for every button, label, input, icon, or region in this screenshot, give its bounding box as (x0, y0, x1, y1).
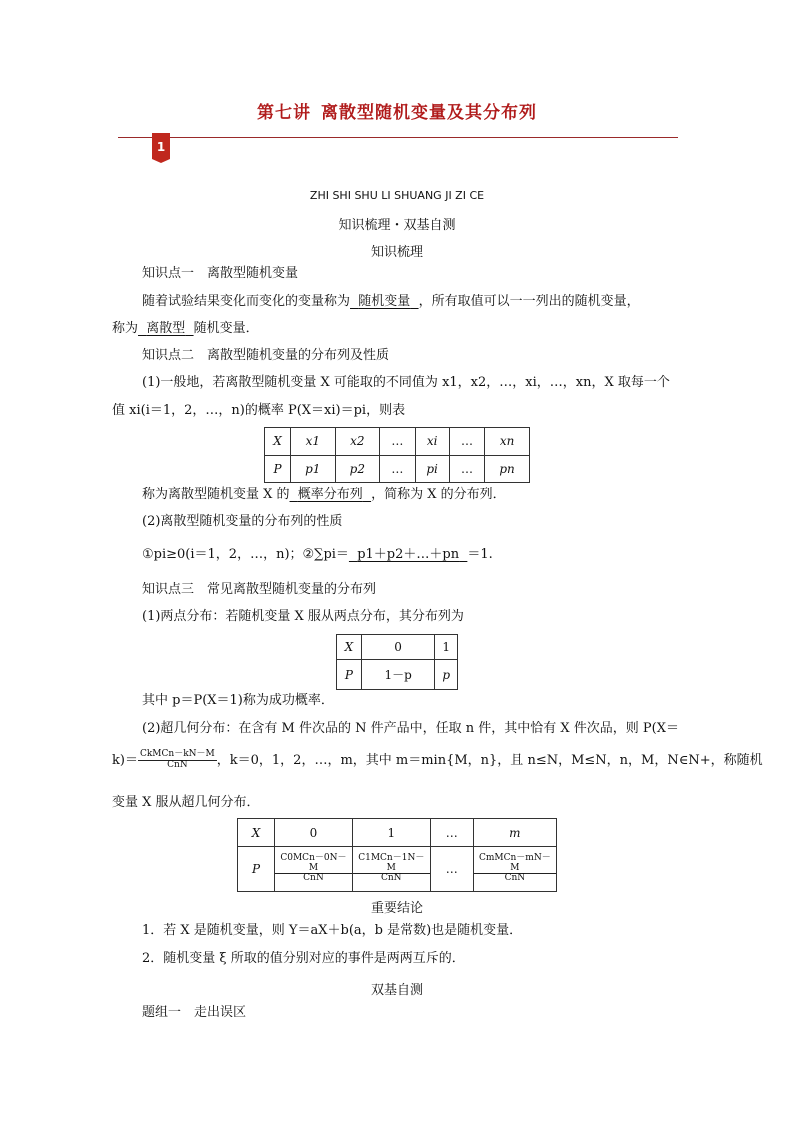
table-cell: … (380, 455, 415, 483)
fraction-denominator: CnN (167, 759, 188, 770)
table-row (337, 660, 458, 690)
distribution-table (264, 427, 530, 483)
k3-hyper-2a: k)＝ (112, 752, 138, 768)
k2-prop (142, 548, 493, 561)
table-cell: 1 (435, 635, 458, 660)
table-cell: 1 (352, 819, 430, 847)
section-pinyin: ZHI SHI SHU LI SHUANG JI ZI CE (309, 189, 485, 202)
k3-hyper-1: (2)超几何分布：在含有 M 件次品的 N 件产品中，任取 n 件，其中恰有 X 件次品，则 P(X＝ (142, 721, 679, 736)
table-cell: x2 (335, 428, 380, 456)
important-heading: 重要结论 (370, 901, 423, 916)
badge-number: 1 (156, 140, 166, 154)
two-point-table (336, 634, 458, 690)
k2-after-b: ，简称为 X 的分布列． (371, 487, 506, 502)
table-cell: p (435, 660, 458, 690)
table-cell: … (430, 847, 473, 892)
title-lecture: 第七讲 (257, 103, 311, 123)
k2-line1: (1)一般地，若离散型随机变量 X 可能取的不同值为 x1，x2，…，xi，…，xn，X 取每一个 (142, 375, 670, 390)
fraction-numerator: CmMCn－mN－M (474, 854, 556, 875)
table-cell: P (337, 660, 362, 690)
table-cell: x1 (291, 428, 336, 456)
k1-text-a: 随着试验结果变化而变化的变量称为 (142, 294, 351, 309)
k1-blank1-text: 随机变量 (358, 294, 411, 309)
hypergeometric-table (237, 818, 557, 892)
title-topic: 离散型随机变量及其分布列 (321, 103, 537, 123)
table-cell: xi (415, 428, 449, 456)
subheading-self-test: 双基自测 (370, 983, 423, 998)
table-cell: X (265, 428, 291, 456)
table-cell: 0 (275, 819, 353, 847)
k2-line2: 值 xi(i＝1，2，…，n)的概率 P(X＝xi)＝pi，则表 (112, 403, 406, 418)
k2-after (142, 488, 506, 501)
k2-prop-title: (2)离散型随机变量的分布列的性质 (142, 514, 343, 529)
table-cell: 0 (361, 635, 435, 660)
k1-line1 (142, 295, 640, 308)
k1-text-d: 随机变量． (193, 321, 259, 336)
subheading-knowledge: 知识梳理 (370, 245, 423, 260)
table-cell: … (449, 455, 484, 483)
title-rule (118, 137, 678, 138)
table-cell: xn (485, 428, 530, 456)
table-cell: X (238, 819, 275, 847)
cell-fraction (474, 854, 556, 885)
table-row (265, 428, 530, 456)
table-cell: P (265, 455, 291, 483)
table-cell: X (337, 635, 362, 660)
k3-two-point: (1)两点分布：若随机变量 X 服从两点分布，其分布列为 (142, 609, 464, 624)
table-cell (275, 847, 353, 892)
k2-blank (290, 487, 372, 502)
k3-hyper-2 (112, 750, 763, 771)
k2-prop-blank (349, 547, 467, 562)
k1-text-b: ，所有取值可以一一列出的随机变量， (418, 294, 640, 309)
table-cell: 1－p (361, 660, 435, 690)
k1-blank2 (138, 321, 194, 336)
k1-title: 知识点一 离散型随机变量 (142, 266, 299, 281)
page-title (0, 98, 794, 123)
fraction-numerator: C1MCn－1N－M (353, 854, 430, 875)
section-badge (152, 133, 170, 163)
table-row (265, 455, 530, 483)
group1-title: 题组一 走出误区 (142, 1005, 247, 1020)
cell-fraction (275, 854, 352, 885)
table-row (337, 635, 458, 660)
k2-prop-blank-text: p1＋p2＋…＋pn (357, 547, 460, 562)
fraction-numerator: CkMCn－kN－M (139, 749, 215, 759)
k3-title: 知识点三 常见离散型随机变量的分布列 (142, 582, 377, 597)
hypergeometric-fraction (138, 750, 217, 771)
fraction-numerator: C0MCn－0N－M (275, 854, 352, 875)
table-cell: pi (415, 455, 449, 483)
table-cell: p2 (335, 455, 380, 483)
table-cell: … (380, 428, 415, 456)
conclusion-1: 1．若 X 是随机变量，则 Y＝aX＋b(a，b 是常数)也是随机变量． (142, 923, 523, 938)
k1-text-c: 称为 (112, 321, 139, 336)
k3-success: 其中 p＝P(X＝1)称为成功概率． (142, 693, 334, 708)
k3-hyper-2b: ，k＝0，1，2，…，m，其中 m＝min{M，n}，且 n≤N，M≤N，n，M，N∈N+，称随机 (216, 752, 763, 768)
table-cell: p1 (291, 455, 336, 483)
table-cell: … (430, 819, 473, 847)
table-row (238, 847, 557, 892)
k1-line2 (112, 322, 259, 335)
table-cell: … (449, 428, 484, 456)
table-cell: pn (485, 455, 530, 483)
fraction-denominator: CnN (303, 873, 324, 884)
cell-fraction (353, 854, 430, 885)
table-cell: P (238, 847, 275, 892)
table-row (238, 819, 557, 847)
k1-blank2-text: 离散型 (146, 321, 186, 336)
section-heading: 知识梳理・双基自测 (338, 218, 456, 233)
table-cell (352, 847, 430, 892)
table-cell (473, 847, 556, 892)
table-cell: m (473, 819, 556, 847)
k1-blank1 (350, 294, 419, 309)
conclusion-2: 2．随机变量 ξ 所取的值分别对应的事件是两两互斥的． (142, 951, 465, 966)
k2-prop-a: ①pi≥0(i＝1，2，…，n)；②∑pi＝ (142, 547, 349, 562)
k2-title: 知识点二 离散型随机变量的分布列及性质 (142, 348, 390, 363)
k2-after-a: 称为离散型随机变量 X 的 (142, 487, 290, 502)
fraction-denominator: CnN (504, 873, 526, 884)
k2-blank-text: 概率分布列 (297, 487, 363, 502)
k3-hyper-3: 变量 X 服从超几何分布． (112, 795, 260, 810)
fraction-denominator: CnN (380, 873, 402, 884)
k2-prop-b: ＝1. (467, 547, 493, 562)
